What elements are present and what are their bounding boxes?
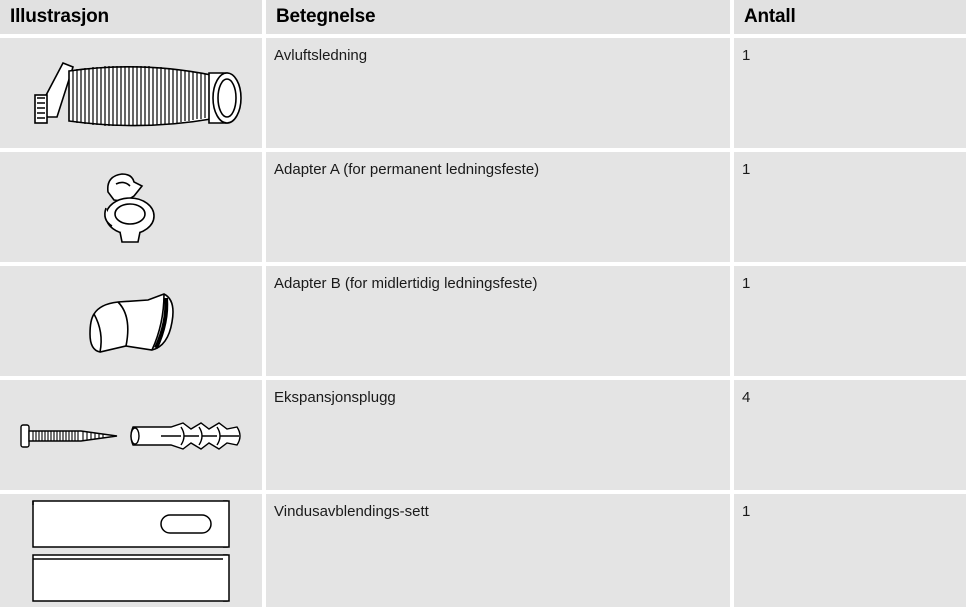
adapter-a-icon	[86, 162, 176, 252]
adapter-b-icon	[76, 276, 186, 366]
item-quantity: 1	[730, 152, 966, 262]
header-illustration: Illustrasjon	[0, 0, 262, 34]
item-name: Ekspansjonsplugg	[262, 380, 730, 490]
table-row	[0, 266, 966, 376]
item-quantity: 1	[730, 266, 966, 376]
item-name: Vindusavblendings-sett	[262, 494, 730, 607]
table-row	[0, 38, 966, 148]
item-quantity: 1	[730, 38, 966, 148]
item-name: Avluftsledning	[262, 38, 730, 148]
illustration-cell	[0, 494, 262, 607]
table-row	[0, 152, 966, 262]
illustration-cell	[0, 380, 262, 490]
illustration-cell	[0, 38, 262, 148]
exhaust-hose-icon	[11, 43, 251, 143]
window-kit-icon	[21, 497, 241, 605]
table-row	[0, 494, 966, 607]
header-name: Betegnelse	[262, 0, 730, 34]
expansion-plug-icon	[11, 405, 251, 465]
header-quantity: Antall	[730, 0, 966, 34]
item-name: Adapter A (for permanent ledningsfeste)	[262, 152, 730, 262]
table-header	[0, 0, 966, 34]
item-quantity: 4	[730, 380, 966, 490]
item-name: Adapter B (for midlertidig ledningsfeste)	[262, 266, 730, 376]
item-quantity: 1	[730, 494, 966, 607]
illustration-cell	[0, 152, 262, 262]
illustration-cell	[0, 266, 262, 376]
table-row	[0, 380, 966, 490]
